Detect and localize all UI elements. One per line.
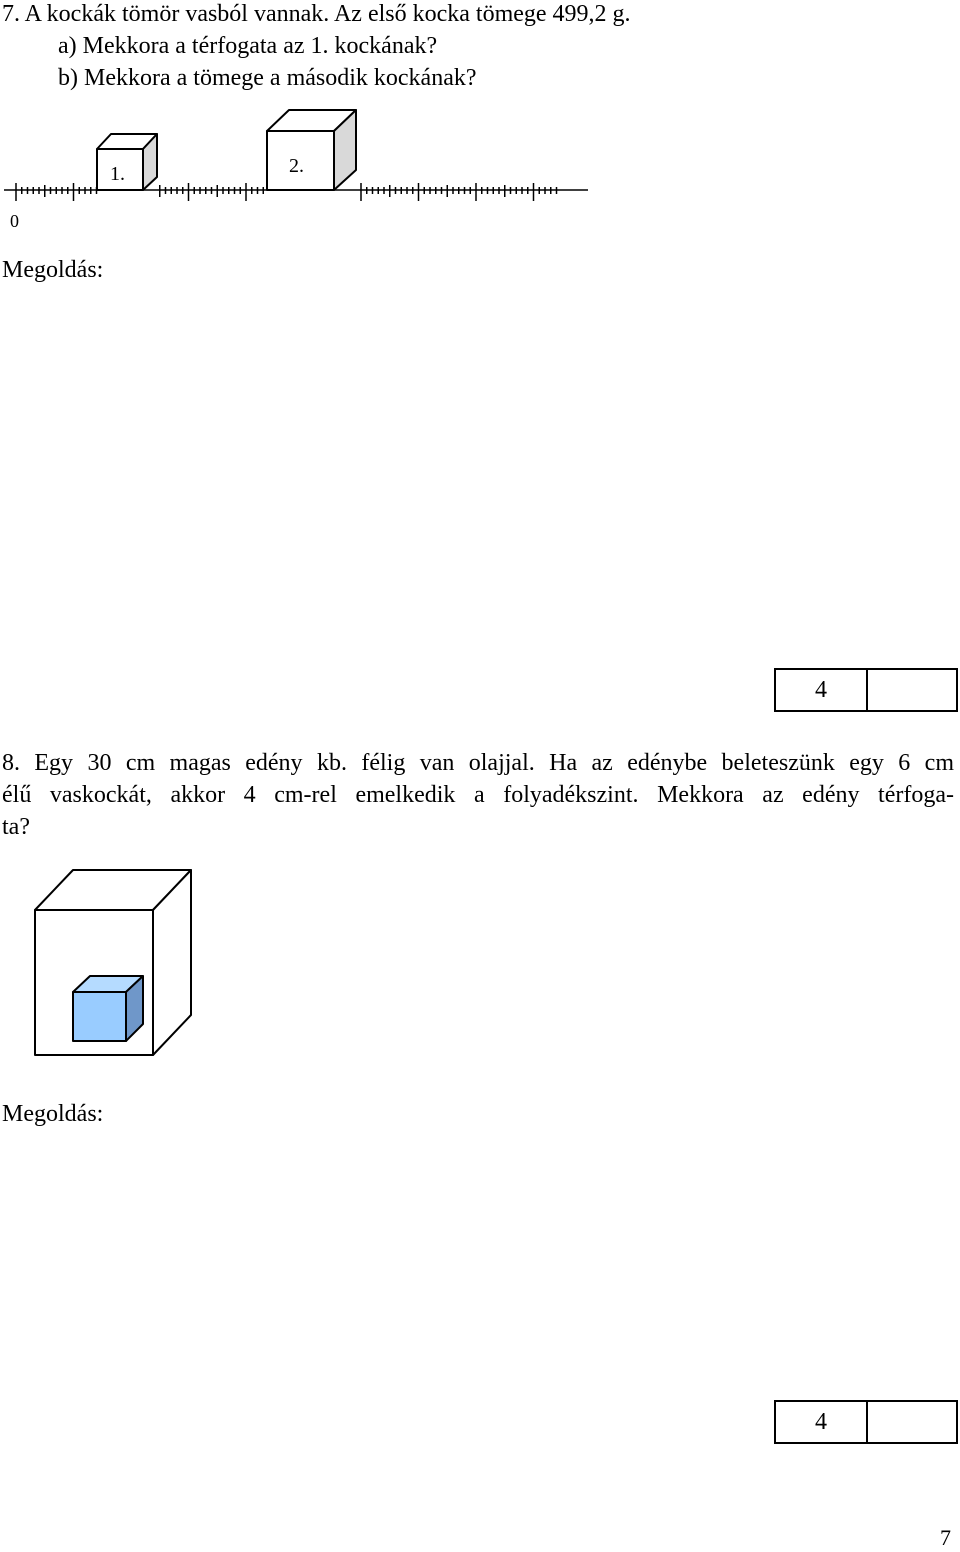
- task8-points: 4: [776, 1402, 868, 1442]
- task8-line-2: élű vaskockát, akkor 4 cm-rel emelkedik a folyadékszint. Mekkora az edény térfoga-: [2, 782, 954, 808]
- task8-score-box: [774, 1400, 958, 1444]
- task7-part-b: b) Mekkora a tömege a második kockának?: [58, 65, 477, 91]
- iron-cube-front: [73, 992, 126, 1041]
- ruler-zero-label: 0: [10, 211, 19, 231]
- iron-cube: [73, 976, 143, 1041]
- task8-line-1: 8. Egy 30 cm magas edény kb. félig van olajjal. Ha az edénybe beleteszünk egy 6 cm: [2, 750, 954, 776]
- task7-points: 4: [776, 670, 868, 710]
- iron-cube-top: [73, 976, 143, 992]
- task7-solution-label: Megoldás:: [2, 257, 104, 283]
- task7-title: 7. A kockák tömör vasból vannak. Az első kocka tömege 499,2 g.: [2, 1, 631, 27]
- cube-2: [267, 110, 356, 190]
- task7-part-a: a) Mekkora a térfogata az 1. kockának?: [58, 33, 438, 59]
- iron-cube-side: [126, 976, 143, 1041]
- task7-score-box: [774, 668, 958, 712]
- ruler-cubes-figure: [0, 0, 960, 240]
- container: [35, 870, 191, 1055]
- task8-line-3: ta?: [2, 814, 30, 840]
- task7-score-blank[interactable]: [868, 670, 956, 710]
- task8-score-blank[interactable]: [868, 1402, 956, 1442]
- cube-1-label: 1.: [110, 163, 125, 185]
- cube-2-label: 2.: [289, 155, 304, 177]
- task8-solution-label: Megoldás:: [2, 1101, 104, 1127]
- cube-1: [97, 134, 157, 190]
- page-number: 7: [940, 1525, 951, 1550]
